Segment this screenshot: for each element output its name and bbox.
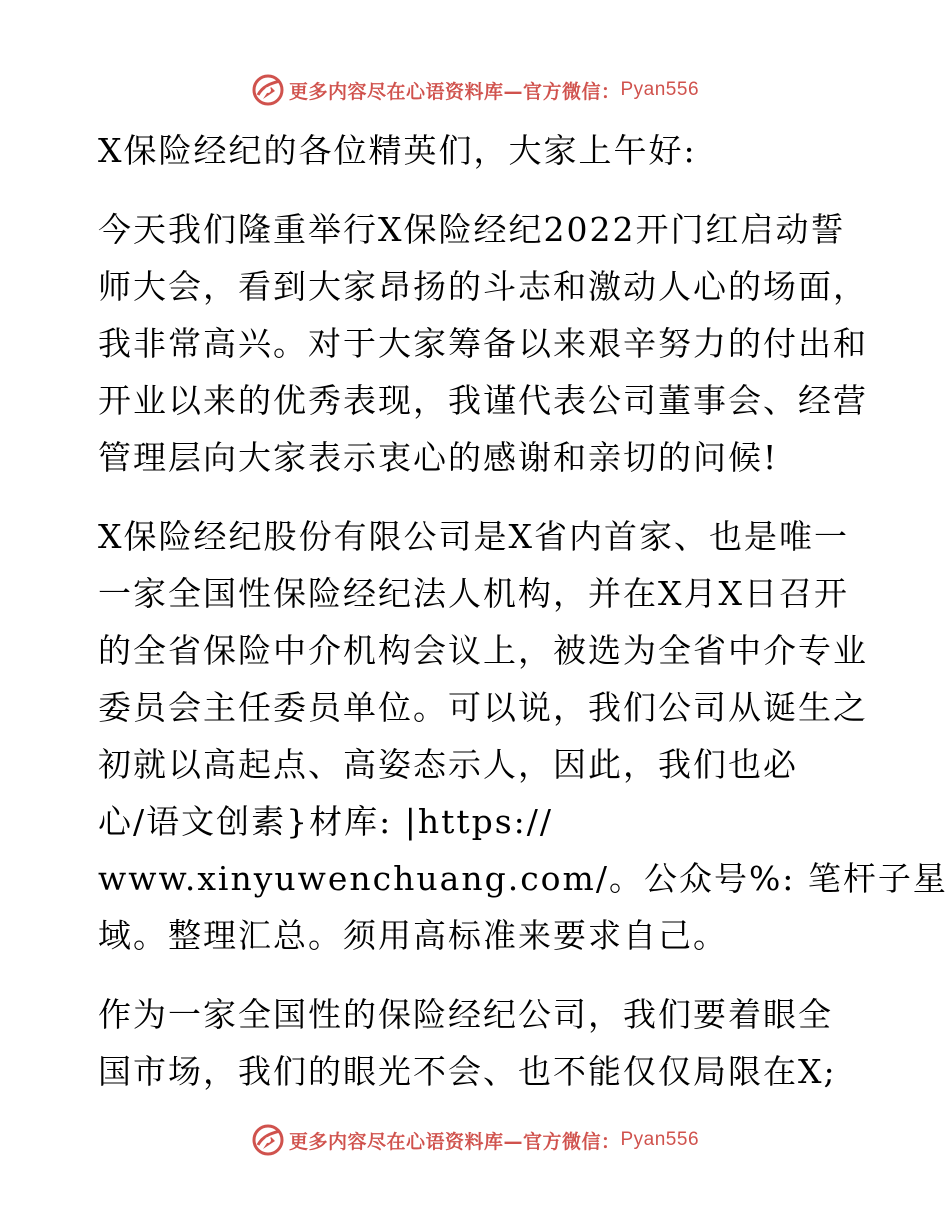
text-line: 今天我们隆重举行X保险经纪2022开门红启动誓	[98, 210, 846, 249]
seal-logo-icon	[251, 73, 285, 107]
greeting-paragraph	[98, 122, 858, 179]
text-line: X保险经纪股份有限公司是X省内首家、也是唯一	[98, 517, 849, 556]
text-line: 一家全国性保险经纪法人机构，并在X月X日召开	[98, 574, 849, 613]
text-line: www.xinyuwenchuang.com/。公众号%: 笔杆子星	[98, 859, 948, 898]
text-line: 作为一家全国性的保险经纪公司，我们要着眼全	[98, 995, 833, 1034]
text-line: 师大会，看到大家昂扬的斗志和激动人心的场面，	[98, 267, 868, 306]
text-line: 我非常高兴。对于大家筹备以来艰辛努力的付出和	[98, 324, 868, 363]
footer-watermark	[0, 1118, 950, 1162]
watermark-text: 更多内容尽在心语资料库—官方微信：	[288, 1130, 621, 1153]
paragraph-2	[98, 508, 948, 964]
text-line: X保险经纪的各位精英们，大家上午好:	[98, 131, 697, 170]
text-line: 心/语文创素}材库: |https://	[98, 802, 554, 841]
text-line: 域。整理汇总。须用高标准来要求自己。	[98, 916, 728, 955]
text-line: 委员会主任委员单位。可以说，我们公司从诞生之	[98, 688, 868, 727]
paragraph-3	[98, 986, 858, 1100]
watermark-text: 更多内容尽在心语资料库—官方微信：	[288, 80, 621, 103]
paragraph-1	[98, 201, 868, 486]
text-line: 国市场，我们的眼光不会、也不能仅仅局限在X;	[98, 1052, 837, 1091]
header-watermark	[0, 68, 950, 112]
watermark-wechat-id: Pyan556	[620, 79, 700, 100]
text-line: 管理层向大家表示衷心的感谢和亲切的问候!	[98, 438, 779, 477]
watermark-wechat-id: Pyan556	[620, 1129, 700, 1150]
text-line: 初就以高起点、高姿态示人，因此，我们也必	[98, 745, 798, 784]
text-line: 的全省保险中介机构会议上，被选为全省中介专业	[98, 631, 868, 670]
text-line: 开业以来的优秀表现，我谨代表公司董事会、经营	[98, 381, 868, 420]
seal-logo-icon	[251, 1123, 285, 1157]
document-body	[98, 122, 948, 1122]
